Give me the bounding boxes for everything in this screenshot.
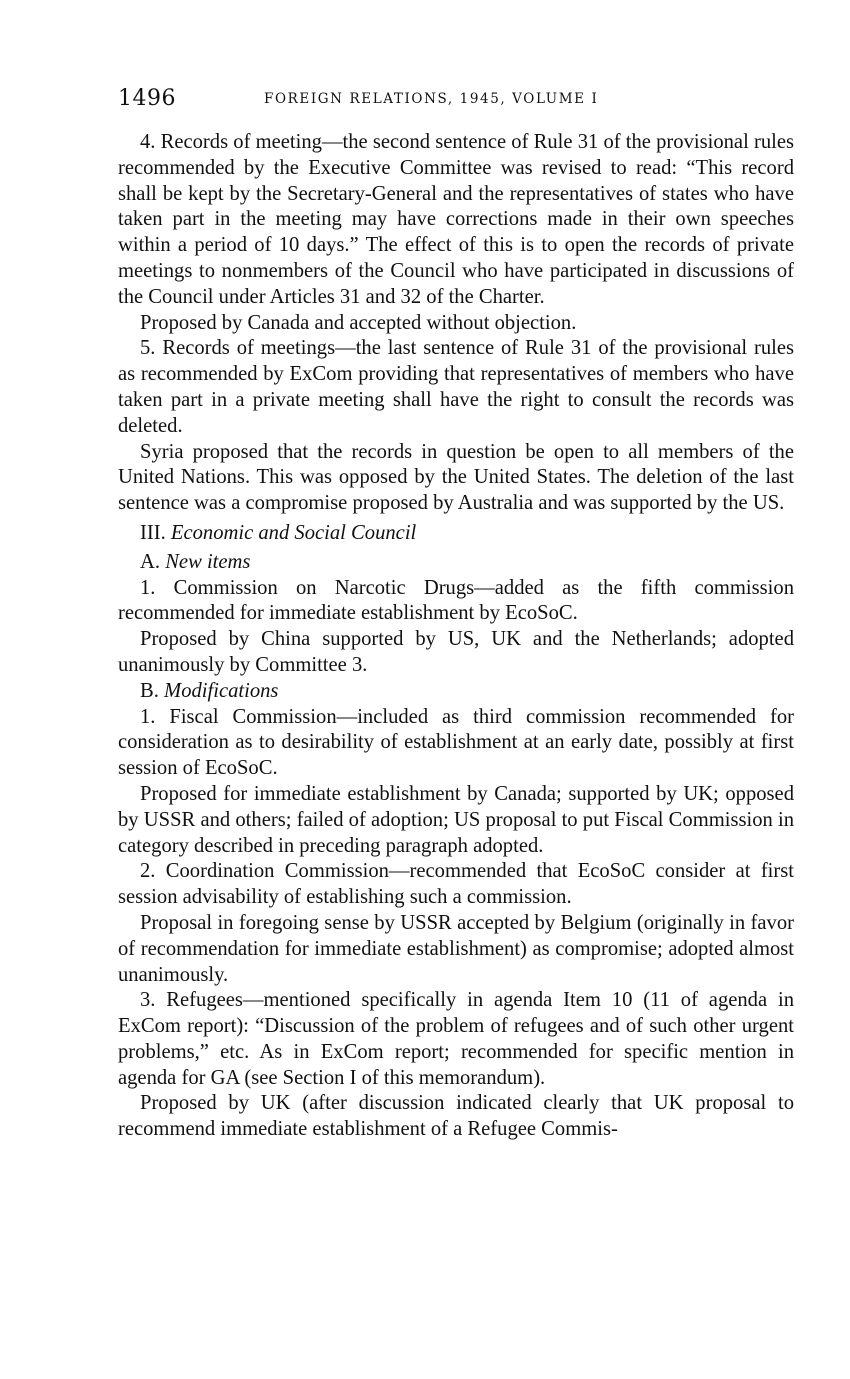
subheading xyxy=(118,550,794,576)
document-page xyxy=(118,86,794,1143)
subheading-letter: A. xyxy=(140,550,161,573)
paragraph: 4. Records of meeting—the second sentence of Rule 31 of the provisional rules recommended by the Executive Committee was revised to read: “This record shall be kept by the Secretary-General and the representatives of states who have taken part in the meeting may have corrections made in their own speeches within a period of 10 days.” The effect of this is to open the records of private meetings to nonmembers of the Council who have participated in discussions of the Council under Articles 31 and 32 of the Charter. xyxy=(118,131,794,308)
subheading-title: Modifications xyxy=(164,679,279,702)
paragraph: Proposed for immediate establishment by Canada; supported by UK; opposed by USSR and others; failed of adoption; US proposal to put Fiscal Commission in category described in preceding paragraph adopted. xyxy=(118,782,794,857)
paragraph: Proposed by Canada and accepted without objection. xyxy=(140,311,577,334)
paragraph: 3. Refugees—mentioned specifically in agenda Item 10 (11 of agenda in ExCom report): “Discussion of the problem of refugees and of such other urgent problems,” etc. As in ExCom report; recommended for specific mention in agenda for GA (see Section I of this memorandum). xyxy=(118,989,794,1089)
body-text xyxy=(118,130,794,1143)
running-title: FOREIGN RELATIONS, 1945, VOLUME I xyxy=(264,91,599,107)
paragraph: Proposal in foregoing sense by USSR accepted by Belgium (originally in favor of recommendation for immediate establishment) as compromise; adopted almost unanimously. xyxy=(118,911,794,986)
section-title: Economic and Social Council xyxy=(170,521,417,544)
subheading-letter: B. xyxy=(140,679,159,702)
section-numeral: III. xyxy=(140,521,166,544)
paragraph: Syria proposed that the records in question be open to all members of the United Nations. This was opposed by the United States. The deletion of the last sentence was a compromise proposed by Australia and was supported by the US. xyxy=(118,440,794,515)
paragraph: Proposed by UK (after discussion indicated clearly that UK proposal to recommend immediate establishment of a Refugee Commis- xyxy=(118,1092,794,1141)
paragraph: 1. Fiscal Commission—included as third commission recommended for consideration as to desirability of establishment at an early date, possibly at first session of EcoSoC. xyxy=(118,705,794,780)
paragraph: 5. Records of meetings—the last sentence of Rule 31 of the provisional rules as recommended by ExCom providing that representatives of members who have taken part in a private meeting shall have the right to consult the records was deleted. xyxy=(118,337,794,437)
paragraph: 1. Commission on Narcotic Drugs—added as the fifth commission recommended for immediate establishment by EcoSoC. xyxy=(118,576,794,625)
paragraph: Proposed by China supported by US, UK and the Netherlands; adopted unanimously by Committee 3. xyxy=(118,628,794,676)
running-head xyxy=(118,86,794,116)
section-heading xyxy=(118,521,794,547)
paragraph: 2. Coordination Commission—recommended that EcoSoC consider at first session advisability of establishing such a commission. xyxy=(118,860,794,909)
subheading xyxy=(118,679,794,705)
page-number: 1496 xyxy=(118,86,176,111)
subheading-title: New items xyxy=(165,550,251,573)
